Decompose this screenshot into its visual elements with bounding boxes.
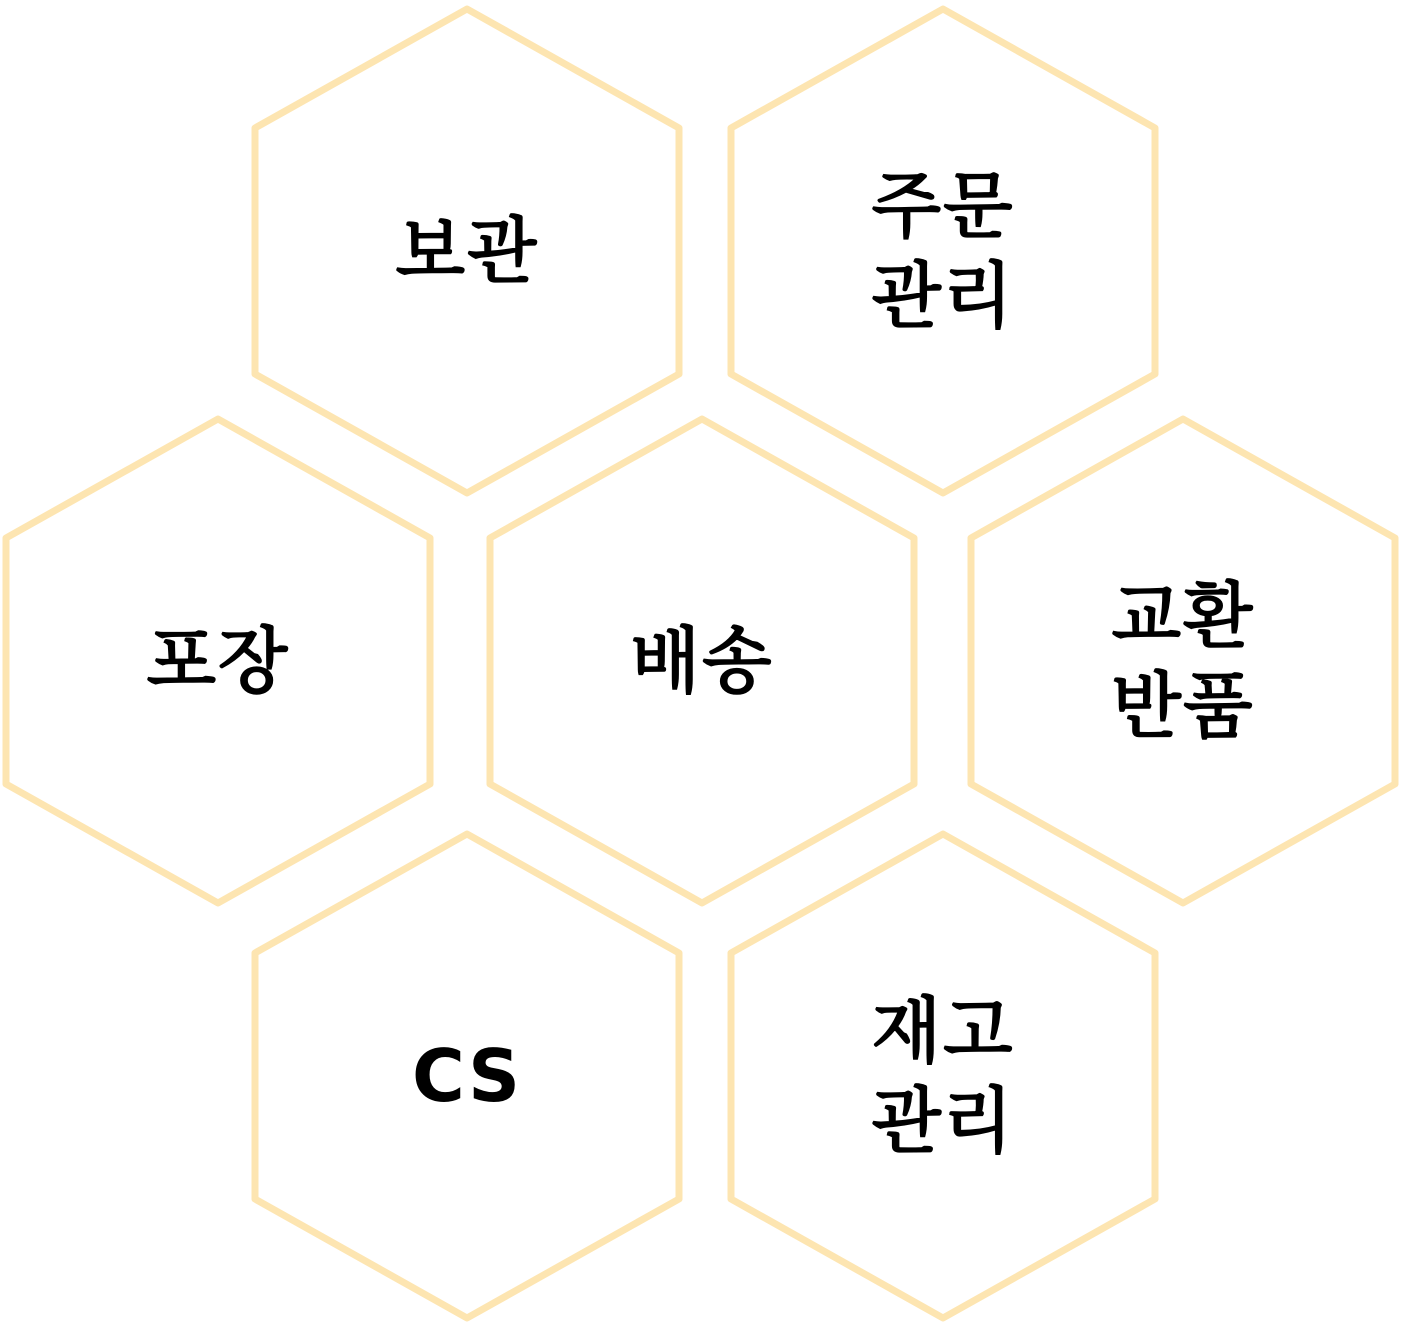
hex-label-cs <box>251 830 683 1322</box>
hex-inventory-management <box>727 830 1159 1322</box>
hex-label-line: 보관 <box>395 209 539 293</box>
hex-label-line: 주문 <box>871 164 1015 248</box>
hex-label-line: 포장 <box>146 619 290 703</box>
hex-label-line: 배송 <box>630 619 774 703</box>
hex-label-line: 재고 <box>871 989 1015 1073</box>
hex-label-line: 관리 <box>871 1079 1015 1163</box>
hex-label-line: 교환 <box>1111 574 1255 658</box>
hex-label-line: CS <box>411 1034 523 1118</box>
hex-label-inventory-management <box>727 830 1159 1322</box>
hex-label-line: 관리 <box>871 254 1015 338</box>
hex-cs <box>251 830 683 1322</box>
hex-label-line: 반품 <box>1111 664 1255 748</box>
